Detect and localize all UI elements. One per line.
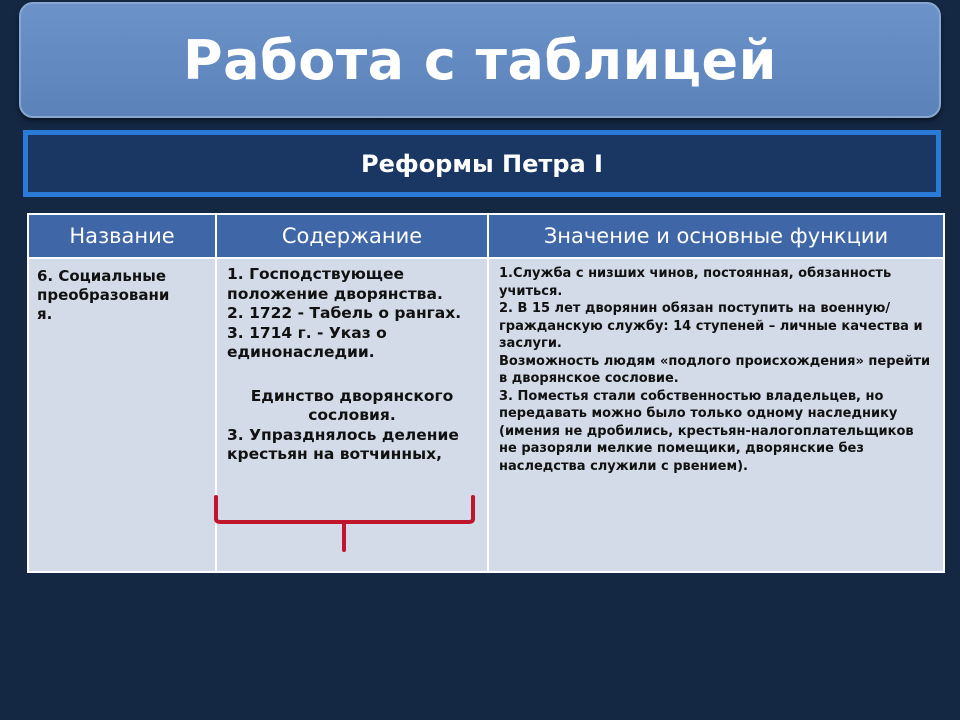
subtitle-box [23, 130, 941, 197]
table-row [28, 258, 944, 572]
meaning-line: 1.Служба с низших чинов, постоянная, обязанность учиться. [499, 266, 892, 299]
cell-meaning [488, 258, 944, 572]
content-line: 1. Господствующее положение дворянства. [227, 265, 443, 303]
content-center-note: Единство дворянского сословия. [250, 386, 454, 424]
header-content: Содержание [216, 214, 488, 258]
slide-subtitle: Реформы Петра I [361, 149, 603, 178]
header-meaning: Значение и основные функции [488, 214, 944, 258]
title-box [19, 2, 941, 118]
reform-name: 6. Социальные преобразовани я. [37, 267, 170, 323]
content-line: 3. 1714 г. - Указ о единонаследии. [227, 323, 387, 361]
meaning-line: 2. В 15 лет дворянин обязан поступить на военную/гражданскую службу: 14 ступеней – личные качества и заслуги. [499, 301, 923, 351]
header-name: Название [28, 214, 216, 258]
reforms-table [27, 213, 945, 573]
content-line: 2. 1722 - Табель о рангах. [227, 304, 462, 322]
content-line: 3. Упразднялось деление крестьян на вотчинных, [227, 425, 459, 463]
cell-name [28, 258, 216, 572]
meaning-line: 3. Поместья стали собственностью владельцев, но передавать можно было только одному наследнику (имения не дробились, крестьян-налогоплательщиков не разоряли мелкие помещики, дворянские без наследства служили с рвением). [499, 388, 914, 474]
meaning-line: Возможность людям «подлого происхождения» перейти в дворянское сословие. [499, 353, 931, 386]
slide-title: Работа с таблицей [183, 28, 777, 92]
cell-content [216, 258, 488, 572]
table-header-row [28, 214, 944, 258]
